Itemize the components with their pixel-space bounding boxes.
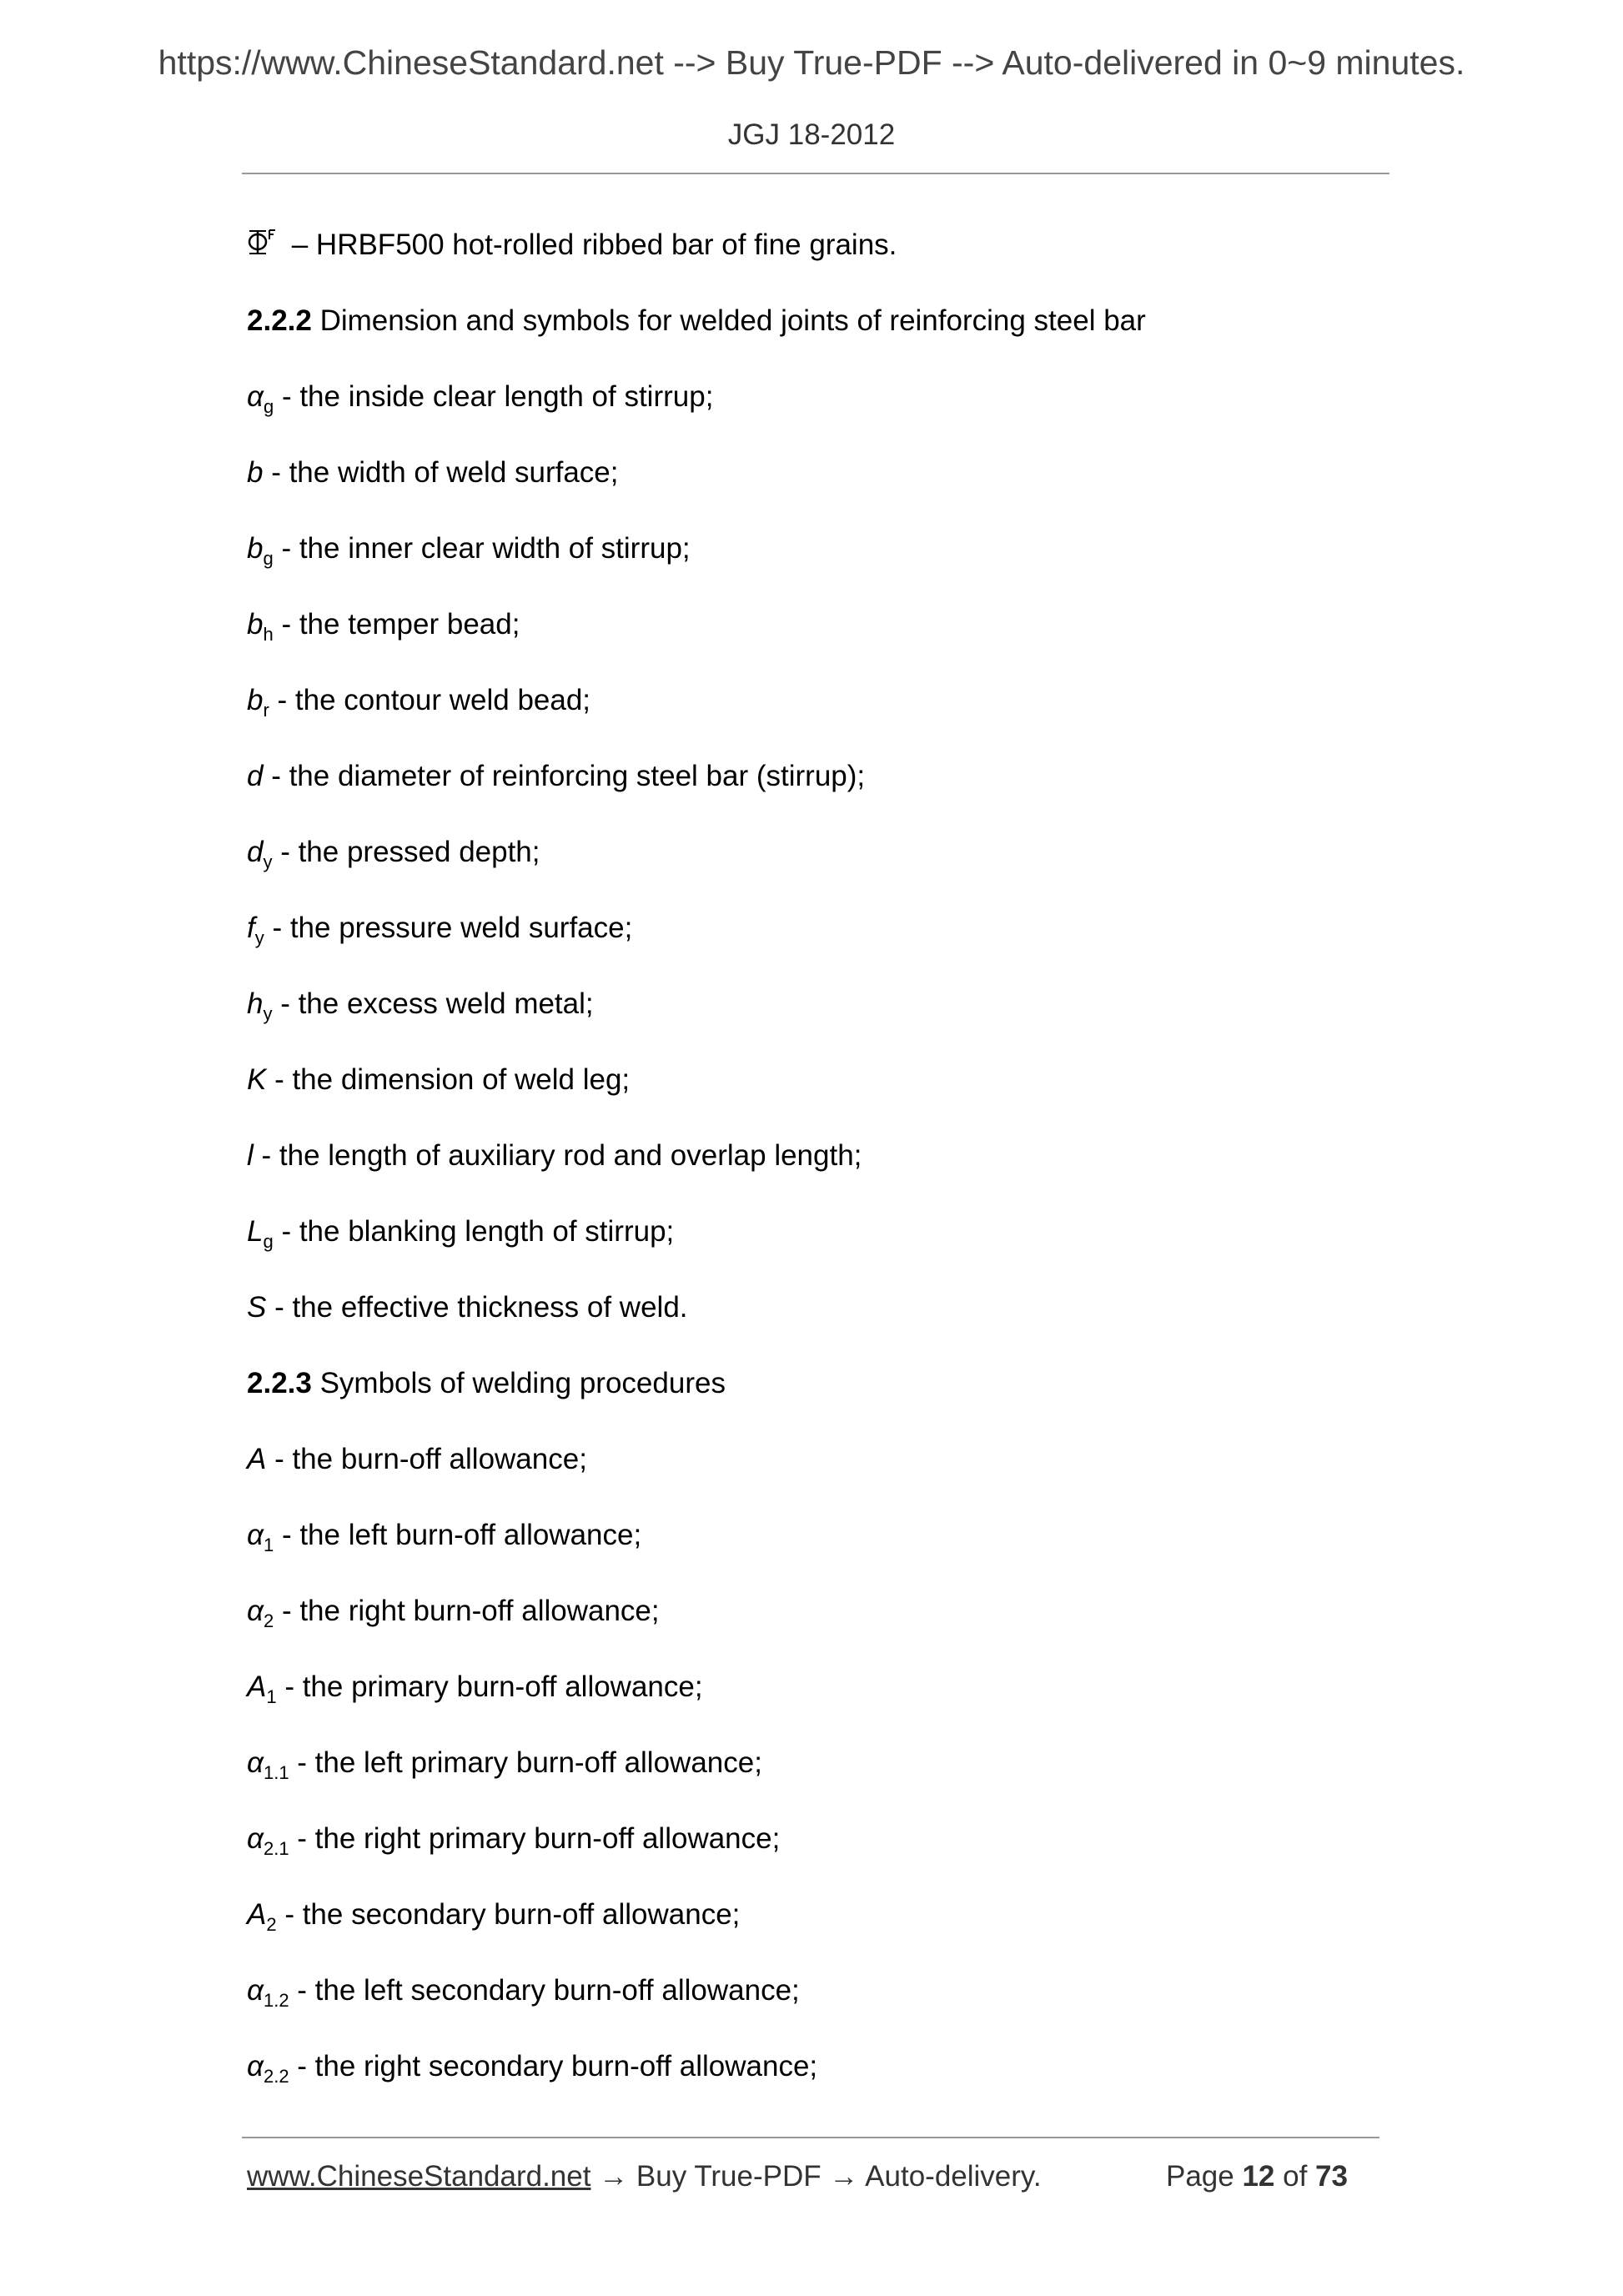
symbol-definition — [247, 1134, 1398, 1210]
symbol: α — [247, 1595, 264, 1627]
symbol: b — [247, 684, 264, 716]
symbol: α — [247, 1746, 264, 1779]
symbol-definition — [247, 1514, 1398, 1590]
symbol-description: - the blanking length of stirrup; — [273, 1215, 675, 1248]
symbol-description: - the dimension of weld leg; — [266, 1063, 631, 1096]
symbol-description: - the left primary burn-off allowance; — [289, 1746, 762, 1779]
page-number: 12 — [1242, 2160, 1275, 2193]
header-divider — [242, 173, 1389, 174]
bar-symbol-icon — [247, 228, 284, 256]
symbol: d — [247, 760, 264, 792]
page-indicator — [1166, 2160, 1348, 2193]
symbol-definition — [247, 1665, 1398, 1741]
symbol-subscript: 2.1 — [263, 1838, 289, 1859]
symbol-definition — [247, 982, 1398, 1058]
symbol-subscript: g — [263, 396, 274, 417]
symbol-definition — [247, 527, 1398, 603]
symbol-subscript: 1.1 — [263, 1762, 289, 1783]
hrbf500-text: – HRBF500 hot-rolled ribbed bar of fine grains. — [284, 229, 897, 261]
symbol: L — [247, 1215, 264, 1248]
symbol-description: - the primary burn-off allowance; — [276, 1671, 703, 1703]
symbol: A — [247, 1671, 267, 1703]
symbol-description: - the left secondary burn-off allowance; — [289, 1974, 800, 2007]
symbol-definition — [247, 1058, 1398, 1134]
symbol: A — [247, 1898, 267, 1931]
symbol-definition — [247, 1817, 1398, 1893]
symbol-description: - the right burn-off allowance; — [274, 1595, 660, 1627]
of-label: of — [1274, 2160, 1316, 2193]
symbol-definition — [247, 679, 1398, 755]
symbol: d — [247, 836, 264, 868]
symbol: f — [247, 912, 255, 944]
section-heading — [247, 1362, 1398, 1438]
symbol: α — [247, 380, 264, 413]
section-title: Dimension and symbols for welded joints of reinforcing steel bar — [311, 304, 1146, 337]
symbol: α — [247, 1822, 264, 1855]
total-pages: 73 — [1315, 2160, 1348, 2193]
section-title: Symbols of welding procedures — [311, 1367, 726, 1399]
symbol-description: - the contour weld bead; — [269, 684, 591, 716]
symbol-subscript: 1 — [263, 1535, 274, 1555]
symbol: S — [247, 1291, 267, 1324]
symbol-description: - the effective thickness of weld. — [266, 1291, 688, 1324]
symbol-definition — [247, 1741, 1398, 1817]
symbol-definition — [247, 755, 1398, 831]
symbol-description: - the right secondary burn-off allowance; — [289, 2050, 818, 2082]
hrbf500-line — [247, 224, 1398, 299]
symbol-definition — [247, 451, 1398, 527]
section-number: 2.2.2 — [247, 304, 312, 337]
symbol-description: - the diameter of reinforcing steel bar (stirrup); — [263, 760, 866, 792]
symbol-description: - the inner clear width of stirrup; — [273, 532, 691, 565]
symbol-definition — [247, 907, 1398, 982]
symbol: b — [247, 532, 264, 565]
symbol-description: - the temper bead; — [273, 608, 520, 641]
symbol-definition — [247, 1969, 1398, 2045]
symbol: α — [247, 2050, 264, 2082]
top-banner: https://www.ChineseStandard.net --> Buy True-PDF --> Auto-delivered in 0~9 minutes. — [158, 43, 1465, 82]
symbol-description: - the pressed depth; — [272, 836, 540, 868]
symbol-definition — [247, 1893, 1398, 1969]
symbol-description: - the right primary burn-off allowance; — [289, 1822, 781, 1855]
footer-tagline: → Buy True-PDF → Auto-delivery. — [590, 2160, 1042, 2193]
symbol-subscript: g — [263, 1231, 274, 1252]
symbol: b — [247, 608, 264, 641]
symbol-description: - the secondary burn-off allowance; — [276, 1898, 741, 1931]
symbol-description: - the pressure weld surface; — [264, 912, 633, 944]
footer-left — [247, 2160, 1042, 2193]
footer-divider — [242, 2137, 1379, 2138]
symbol: h — [247, 987, 264, 1020]
section-heading — [247, 299, 1398, 375]
symbol-definition — [247, 375, 1398, 451]
symbol: α — [247, 1519, 264, 1551]
symbol: K — [247, 1063, 267, 1096]
symbol-subscript: 1 — [266, 1686, 277, 1707]
symbol-subscript: y — [254, 927, 264, 948]
symbol: A — [247, 1443, 267, 1475]
symbol: l — [247, 1139, 254, 1172]
symbol-subscript: h — [263, 624, 274, 645]
symbol-definition — [247, 603, 1398, 679]
symbol-subscript: r — [263, 700, 269, 721]
symbol: α — [247, 1974, 264, 2007]
section-number: 2.2.3 — [247, 1367, 312, 1399]
symbol-subscript: y — [263, 852, 273, 872]
symbol-description: - the length of auxiliary rod and overlap length; — [253, 1139, 862, 1172]
symbol-subscript: 1.2 — [263, 1990, 289, 2011]
symbol-definition — [247, 2045, 1398, 2121]
document-code: JGJ 18-2012 — [727, 118, 896, 151]
symbol-definition — [247, 831, 1398, 907]
footer-site-link[interactable]: www.ChineseStandard.net — [247, 2160, 591, 2193]
symbol-description: - the left burn-off allowance; — [274, 1519, 642, 1551]
symbol-definition — [247, 1286, 1398, 1362]
symbol-description: - the inside clear length of stirrup; — [274, 380, 714, 413]
symbol-description: - the width of weld surface; — [263, 456, 619, 489]
symbol-description: - the excess weld metal; — [272, 987, 594, 1020]
symbol-subscript: y — [263, 1003, 273, 1024]
symbol-description: - the burn-off allowance; — [266, 1443, 587, 1475]
symbol-subscript: 2 — [263, 1610, 274, 1631]
symbol-subscript: 2 — [266, 1914, 277, 1935]
symbol-definition — [247, 1210, 1398, 1286]
symbol-definition — [247, 1438, 1398, 1514]
symbol: b — [247, 456, 264, 489]
document-body — [247, 224, 1398, 2121]
page-label: Page — [1166, 2160, 1243, 2193]
symbol-definition — [247, 1590, 1398, 1665]
symbol-subscript: 2.2 — [263, 2066, 289, 2087]
symbol-subscript: g — [263, 548, 274, 569]
